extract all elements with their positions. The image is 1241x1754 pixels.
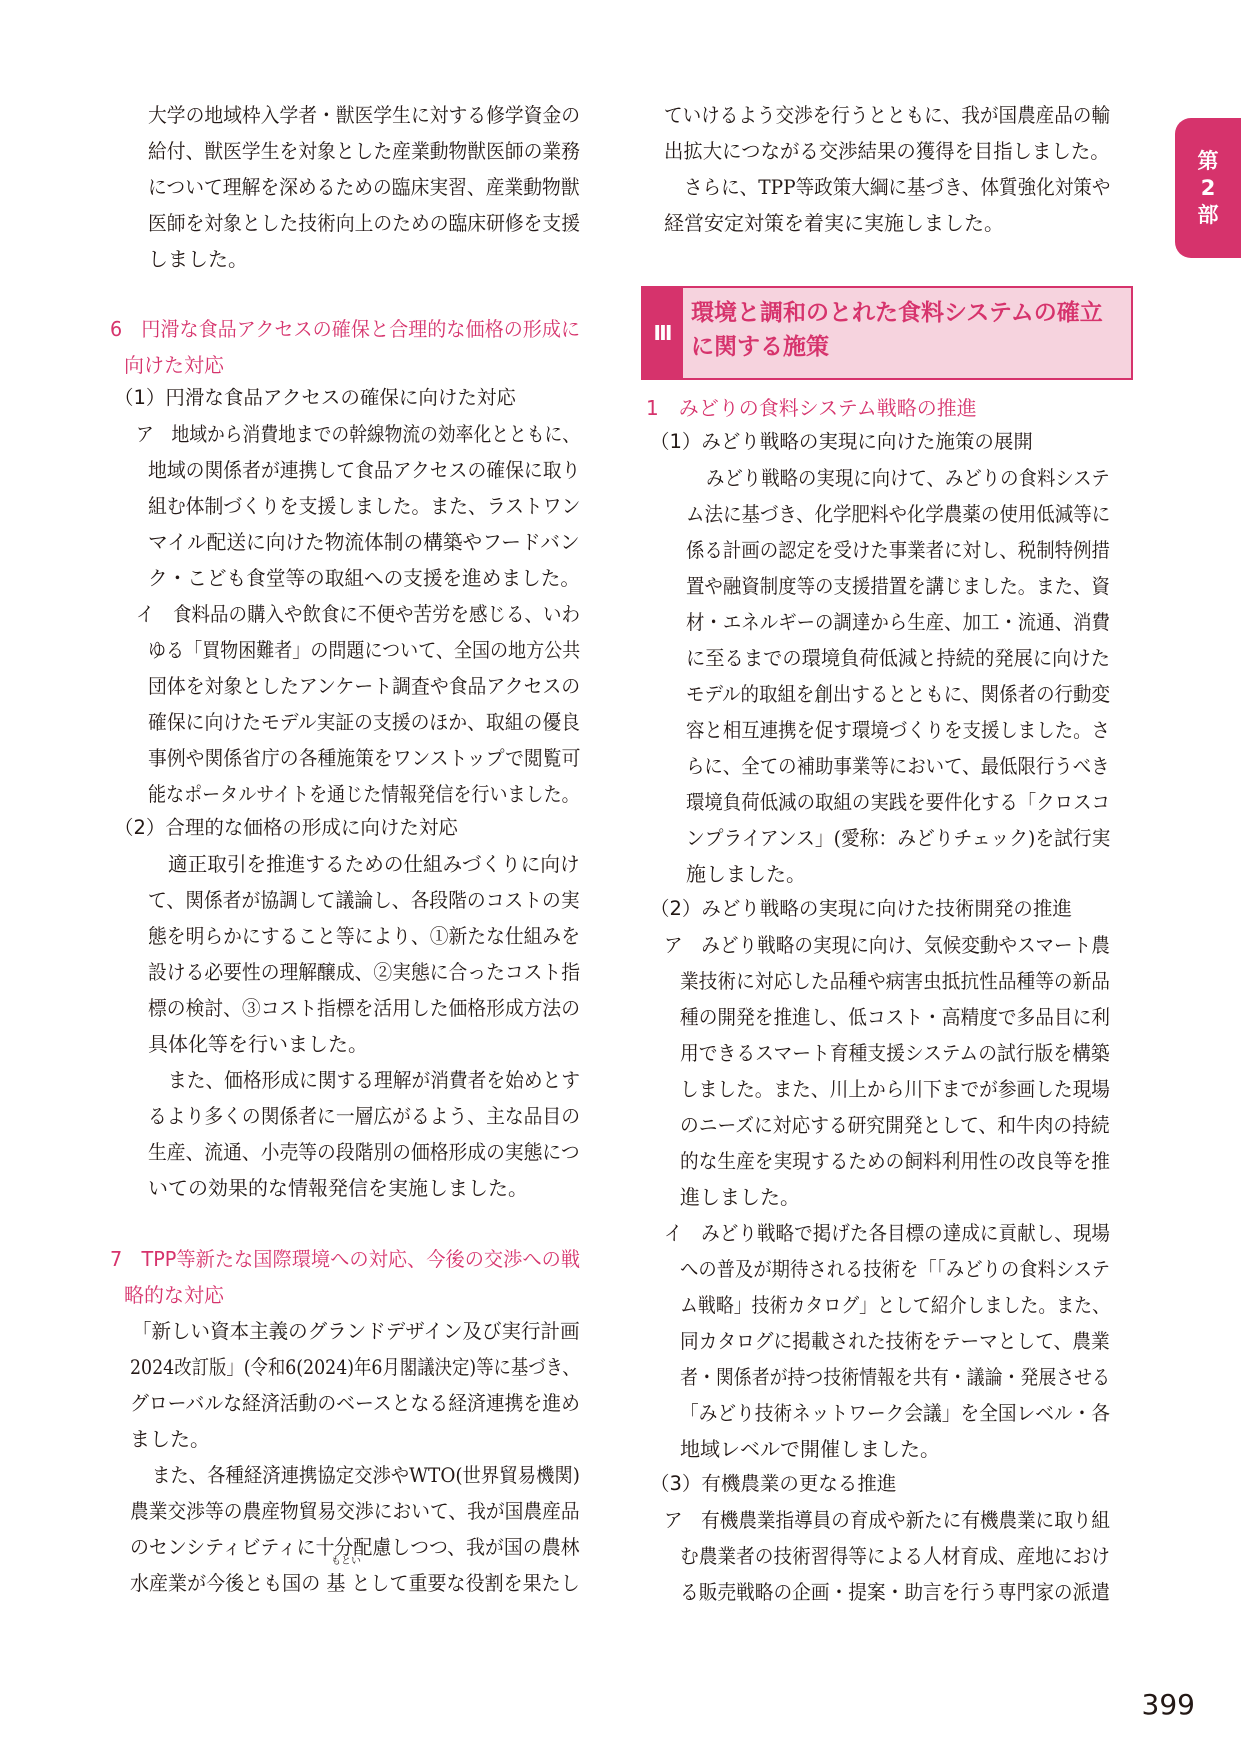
section-title-line2: に関する施策 [691, 334, 829, 360]
part-tab [1175, 118, 1241, 258]
left-column-line: ました。 [130, 1427, 210, 1451]
right-column-line: 同カタログに掲載された技術をテーマとして、農業 [680, 1329, 1110, 1353]
left-column-line: 適正取引を推進するための仕組みづくりに向け [168, 852, 580, 876]
left-column-line: （2）合理的な価格の形成に向けた対応 [114, 816, 458, 839]
left-column-line: 確保に向けたモデル実証の支援のほか、取組の優良 [148, 710, 581, 734]
left-column-line: 給付、獣医学生を対象とした産業動物獣医師の業務 [148, 139, 580, 163]
right-column-line: 容と相互連携を促す環境づくりを支援しました。さ [686, 718, 1110, 742]
left-column-line: ク・こども食堂等の取組への支援を進めました。 [148, 566, 580, 590]
section-heading-box [641, 286, 1133, 380]
left-column-line: 組む体制づくりを支援しました。また、ラストワン [148, 494, 581, 518]
right-column-line: 用できるスマート育種支援システムの試行版を構築 [680, 1041, 1110, 1065]
left-column-line: また、各種経済連携協定交渉やWTO(世界貿易機関) [152, 1463, 580, 1487]
right-column-line: 的な生産を実現するための飼料利用性の改良等を推 [680, 1149, 1111, 1173]
right-column-line: イ みどり戦略で掲げた各目標の達成に貢献し、現場 [664, 1221, 1111, 1245]
left-column-line: ゆる「買物困難者」の問題について、全国の地方公共 [148, 638, 581, 662]
right-column-line: る販売戦略の企画・提案・助言を行う専門家の派遣 [680, 1580, 1111, 1604]
right-column-line: らに、全ての補助事業等において、最低限行うべき [686, 754, 1110, 778]
right-column-line: ア みどり戦略の実現に向け、気候変動やスマート農 [664, 933, 1110, 957]
right-column-line: む農業者の技術習得等による人材育成、産地におけ [680, 1544, 1111, 1568]
part-tab-line1: 第 [1197, 148, 1219, 173]
right-column-line: 種の開発を推進し、低コスト・高精度で多品目に利 [680, 1005, 1111, 1029]
left-column-line: 標の検討、③コスト指標を活用した価格形成方法の [148, 996, 580, 1020]
right-column-line: 者・関係者が持つ技術情報を共有・議論・発展させる [680, 1365, 1110, 1389]
page-number: 399 [1141, 1688, 1195, 1721]
left-column-line: また、価格形成に関する理解が消費者を始めとす [168, 1068, 581, 1092]
left-column-line: 7 TPP等新たな国際環境への対応、今後の交渉への戦 [110, 1247, 581, 1271]
right-column-line: 出拡大につながる交渉結果の獲得を目指しました。 [664, 139, 1110, 163]
left-column-line: 団体を対象としたアンケート調査や食品アクセスの [148, 674, 581, 698]
left-column-line: 地域の関係者が連携して食品アクセスの確保に取り [148, 458, 581, 482]
left-column-line: しました。 [148, 247, 248, 271]
left-column-line: るより多くの関係者に一層広がるよう、主な品目の [148, 1104, 580, 1128]
right-column-line: （1）みどり戦略の実現に向けた施策の展開 [650, 430, 1033, 453]
right-column-line: に至るまでの環境負荷低減と持続的発展に向けた [686, 646, 1110, 670]
right-column-line: （2）みどり戦略の実現に向けた技術開発の推進 [650, 897, 1072, 920]
right-column-line: （3）有機農業の更なる推進 [650, 1472, 897, 1495]
right-column-line: 材・エネルギーの調達から生産、加工・流通、消費 [686, 610, 1110, 634]
right-column-line: 施しました。 [686, 862, 806, 886]
left-column-line: 生産、流通、小売等の段階別の価格形成の実態につ [148, 1140, 580, 1164]
left-column-line: ア 地域から消費地までの幹線物流の効率化とともに、 [136, 422, 580, 446]
right-column-line: しました。また、川上から川下までが参画した現場 [680, 1077, 1111, 1101]
left-column-line: 6 円滑な食品アクセスの確保と合理的な価格の形成に [110, 317, 581, 341]
left-column-line: 能なポータルサイトを通じた情報発信を行いました。 [148, 782, 580, 806]
section-number: Ⅲ [643, 288, 683, 378]
left-column-line: のセンシティビティに十分配慮しつつ、我が国の農林 [130, 1535, 580, 1559]
left-column-line: 向けた対応 [124, 353, 224, 377]
left-column-line: 態を明らかにすること等により、①新たな仕組みを [148, 924, 580, 948]
right-column-line: ム戦略」技術カタログ」として紹介しました。また、 [680, 1293, 1110, 1317]
right-column-line: ていけるよう交渉を行うとともに、我が国農産品の輸 [664, 103, 1111, 127]
right-column-line: 地域レベルで開催しました。 [680, 1437, 940, 1461]
section-title-line1: 環境と調和のとれた食料システムの確立 [691, 300, 1103, 326]
right-column-line: ンプライアンス」(愛称：みどりチェック)を試行実 [686, 826, 1111, 850]
left-column-line: 2024改訂版」(令和6(2024)年6月閣議決定)等に基づき、 [130, 1355, 580, 1379]
left-column-line: について理解を深めるための臨床実習、産業動物獣 [148, 175, 580, 199]
left-column-line: 医師を対象とした技術向上のための臨床研修を支援 [148, 211, 580, 235]
left-column-line: イ 食料品の購入や飲食に不便や苦労を感じる、いわ [136, 602, 580, 626]
left-column-line: マイル配送に向けた物流体制の構築やフードバン [148, 530, 580, 554]
right-column-line: みどり戦略の実現に向けて、みどりの食料システ [706, 466, 1110, 490]
left-column-line: 水産業が今後とも国の 基 として重要な役割を果たし [130, 1571, 580, 1595]
right-column-line: のニーズに対応する研究開発として、和牛肉の持続 [680, 1113, 1110, 1137]
right-column-line: さらに、TPP等政策大綱に基づき、体質強化対策や [684, 175, 1111, 199]
left-column-line: 「新しい資本主義のグランドデザイン及び実行計画 [132, 1319, 580, 1343]
left-column-line: 設ける必要性の理解醸成、②実態に合ったコスト指 [148, 960, 580, 984]
right-column-line: ム法に基づき、化学肥料や化学農薬の使用低減等に [686, 502, 1111, 526]
left-column-line: て、関係者が協調して議論し、各段階のコストの実 [148, 888, 580, 912]
part-tab-line3: 部 [1197, 202, 1219, 227]
left-column-line: 事例や関係省庁の各種施策をワンストップで閲覧可 [148, 746, 581, 770]
right-column-line: 経営安定対策を着実に実施しました。 [664, 211, 1004, 235]
left-column-line: グローバルな経済活動のベースとなる経済連携を進め [130, 1391, 580, 1415]
left-column-line: 略的な対応 [124, 1283, 224, 1307]
right-column-line: への普及が期待される技術を「「みどりの食料システ [680, 1257, 1110, 1281]
right-column-line: 進しました。 [680, 1185, 800, 1209]
left-column-line: （1）円滑な食品アクセスの確保に向けた対応 [114, 386, 516, 409]
right-column-line: モデル的取組を創出するとともに、関係者の行動変 [686, 682, 1110, 706]
part-tab-line2: 2 [1200, 175, 1216, 200]
right-column-line: 置や融資制度等の支援措置を講じました。また、資 [686, 574, 1110, 598]
right-column-line: 業技術に対応した品種や病害虫抵抗性品種等の新品 [680, 969, 1111, 993]
left-column-line: いての効果的な情報発信を実施しました。 [148, 1176, 528, 1200]
right-column-line: 1 みどりの食料システム戦略の推進 [646, 396, 977, 420]
right-column-line: 係る計画の認定を受けた事業者に対し、税制特例措 [686, 538, 1110, 562]
right-column-line: 「みどり技術ネットワーク会議」を全国レベル・各 [680, 1401, 1111, 1425]
left-column-line: 農業交渉等の農産物貿易交渉において、我が国農産品 [130, 1499, 580, 1523]
left-column-line: 大学の地域枠入学者・獣医学生に対する修学資金の [148, 103, 580, 127]
right-column-line: ア 有機農業指導員の育成や新たに有機農業に取り組 [664, 1508, 1111, 1532]
right-column-line: 環境負荷低減の取組の実践を要件化する「クロスコ [686, 790, 1110, 814]
ruby-annotation: もとい [331, 1556, 361, 1567]
left-column-line: 具体化等を行いました。 [148, 1032, 368, 1056]
